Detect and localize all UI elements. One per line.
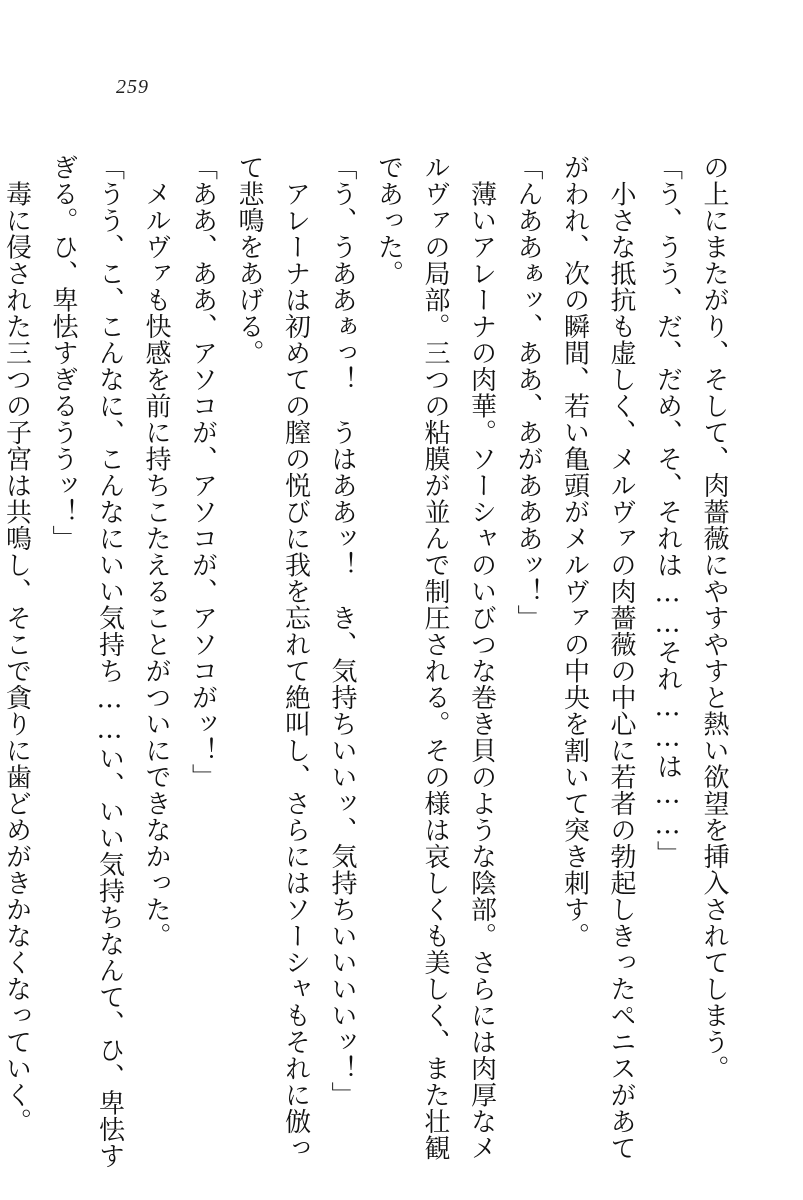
text-line: 「う、うう、だ、だめ、そ、それは……それ……は……」 — [652, 154, 683, 867]
text-line: 薄いアレーナの肉華。ソーシャのいびつな巻き貝のような陰部。さらには肉厚なメ — [466, 154, 497, 1161]
text-line: がわれ、次の瞬間、若い亀頭がメルヴァの中央を割いて突き刺す。 — [559, 154, 590, 949]
text-line: であった。 — [373, 154, 404, 287]
text-line: メルヴァも快感を前に持ちこたえることがついにできなかった。 — [141, 154, 171, 949]
text-line: の上にまたがり、そして、肉薔薇にやすやすと熱い欲望を挿入されてしまう。 — [699, 154, 729, 1082]
text-line: アレーナは初めての膣の悦びに我を忘れて絶叫し、さらにはソーシャもそれに倣っ — [280, 154, 311, 1161]
text-line: 「んああぁッ、ああ、あがあああッ！」 — [513, 154, 543, 631]
page-number: 259 — [116, 76, 149, 98]
text-line: 毒に侵された三つの子宮は共鳴し、そこで貪りに歯どめがきかなくなっていく。 — [1, 154, 32, 1135]
text-line: 「うう、こ、こんなに、こんなにいい気持ち……い、いい気持ちなんて、ひ、卑怯す — [94, 154, 125, 1169]
vertical-text-block — [0, 154, 737, 1174]
text-line: 小さな抵抗も虚しく、メルヴァの肉薔薇の中心に若者の勃起しきったペニスがあて — [606, 154, 636, 1161]
text-line: 「ああ、ああ、アソコが、アソコが、アソコがッ！」 — [187, 154, 218, 790]
text-line: 「う、うああぁっ！ うはああッ！ き、気持ちいいッ、気持ちいいいいッ！」 — [327, 154, 357, 1108]
text-line: て悲鳴をあげる。 — [234, 154, 264, 366]
text-line: ぎる。ひ、卑怯すぎるううッ！」 — [48, 154, 78, 552]
text-line: ルヴァの局部。三つの粘膜が並んで制圧される。その様は哀しくも美しく、また壮観 — [420, 154, 450, 1161]
